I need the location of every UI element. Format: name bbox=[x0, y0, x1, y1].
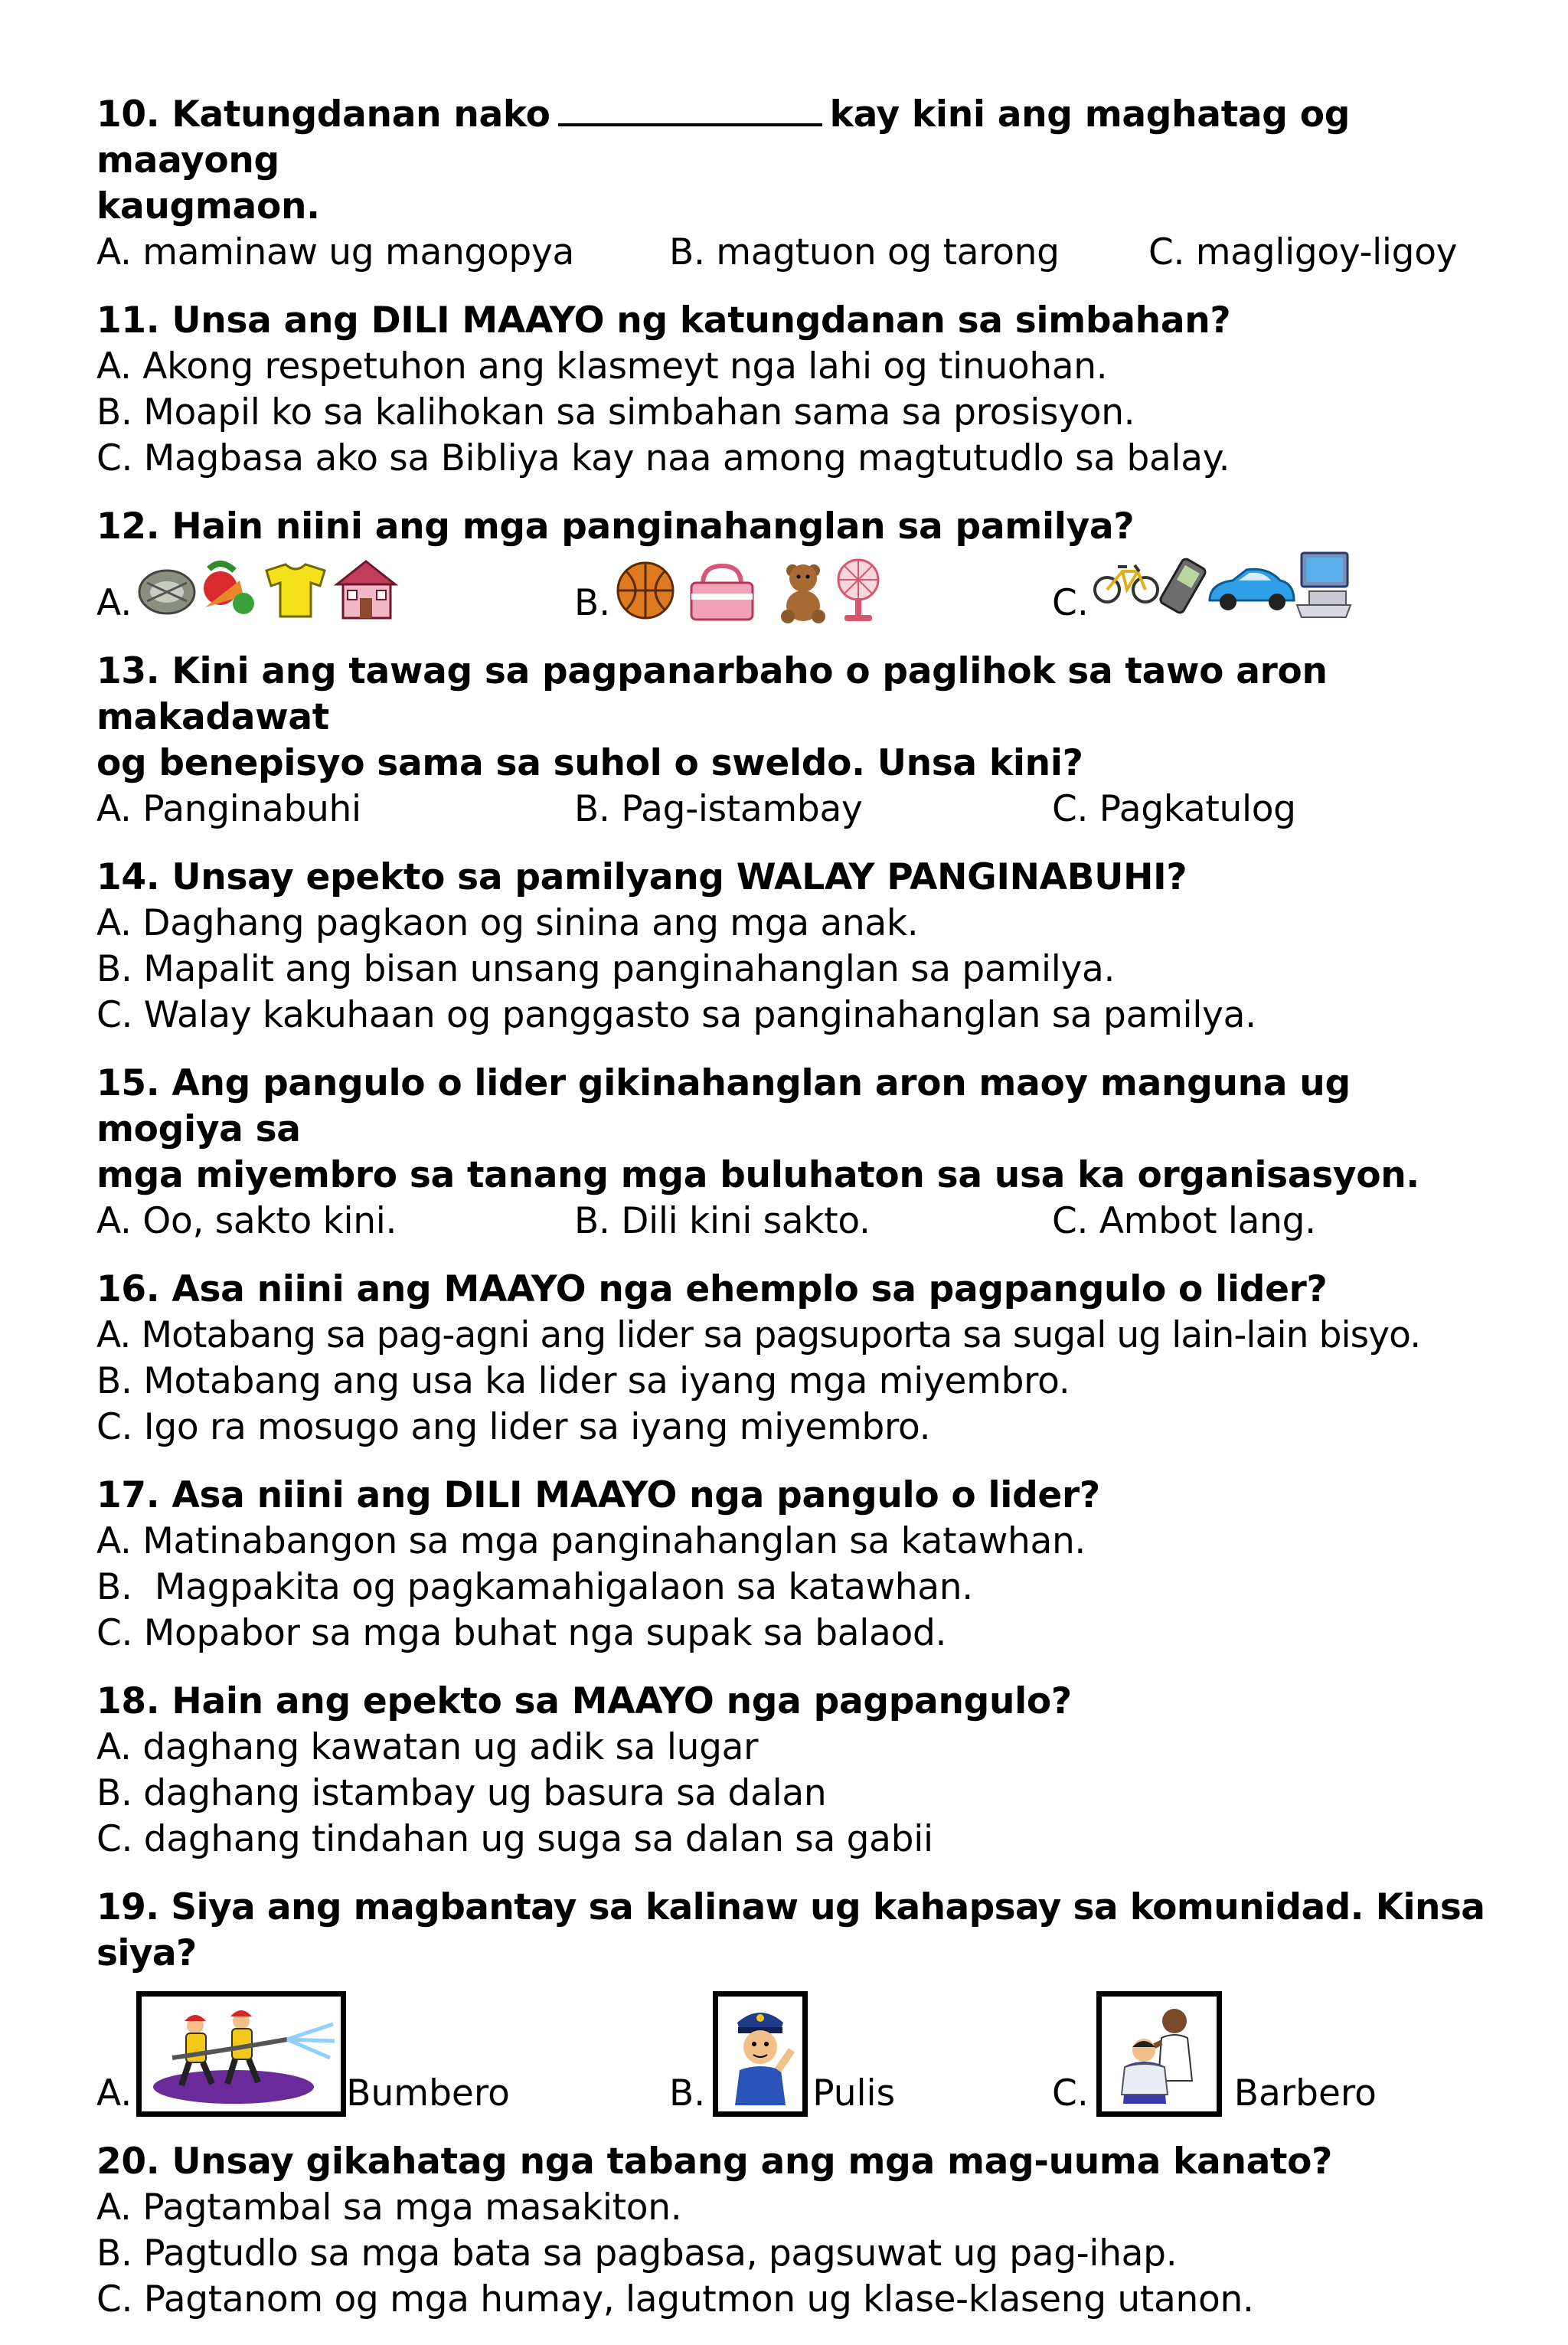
question-12-options bbox=[96, 550, 1491, 626]
question-text: 17. Asa niini ang DILI MAAYO nga pangulo o lider? bbox=[96, 1474, 1100, 1516]
option-c bbox=[1052, 550, 1354, 626]
question-text: 12. Hain niini ang mga panginahanglan sa pamilya? bbox=[96, 505, 1135, 548]
basketball-icon bbox=[618, 563, 673, 618]
option-c: C. Ambot lang. bbox=[1052, 1200, 1316, 1242]
option-b: B. Moapil ko sa kalihokan sa simbahan sama sa prosisyon. bbox=[96, 391, 1135, 433]
option-b bbox=[669, 1991, 1052, 2117]
car-icon bbox=[1210, 569, 1294, 610]
question-10-options bbox=[96, 230, 1491, 276]
option-a: A. Motabang sa pag-agni ang lider sa pagsuporta sa sugal ug lain-lain bisyo. bbox=[96, 1314, 1421, 1356]
option-b-label: Pulis bbox=[812, 2072, 896, 2114]
question-15-options bbox=[96, 1199, 1491, 1244]
question-13 bbox=[96, 649, 1491, 832]
question-text-line-2: mga miyembro sa tanang mga buluhaton sa usa ka organisasyon. bbox=[96, 1154, 1419, 1196]
option-b bbox=[574, 554, 1052, 626]
option-c: C. Walay kakuhaan og panggasto sa panginahanglan sa pamilya. bbox=[96, 994, 1256, 1036]
option-a: A. Panginabuhi bbox=[96, 788, 361, 830]
firefighters-icon bbox=[136, 1991, 346, 2117]
vegetables-icon bbox=[204, 564, 254, 614]
option-letter: C. bbox=[1052, 582, 1089, 624]
option-a-label: Bumbero bbox=[346, 2072, 510, 2114]
option-c: C. Magbasa ako sa Bibliya kay naa among magtutudlo sa balay. bbox=[96, 437, 1230, 479]
question-10-end: kay kini ang maghatag og maayong bbox=[96, 93, 1351, 182]
question-18 bbox=[96, 1679, 1491, 1863]
option-b: B. Mapalit ang bisan unsang panginahanglan sa pamilya. bbox=[96, 948, 1116, 990]
option-b: B. magtuon og tarong bbox=[669, 231, 1060, 273]
option-c bbox=[1052, 1991, 1377, 2117]
option-c: C. Pagkatulog bbox=[1052, 788, 1296, 830]
question-12 bbox=[96, 504, 1491, 626]
question-19-options bbox=[96, 1983, 1491, 2117]
question-text: 18. Hain ang epekto sa MAAYO nga pagpangulo? bbox=[96, 1680, 1072, 1722]
option-letter: B. bbox=[574, 582, 611, 624]
question-text-line-1: 15. Ang pangulo o lider gikinahanglan aron maoy manguna ug mogiya sa bbox=[96, 1062, 1351, 1150]
option-c: C. Pagtanom og mga humay, lagutmon ug klase-klaseng utanon. bbox=[96, 2278, 1254, 2320]
question-text: 14. Unsay epekto sa pamilyang WALAY PANGINABUHI? bbox=[96, 856, 1187, 898]
option-a: A. Pagtambal sa mga masakiton. bbox=[96, 2186, 682, 2229]
question-20 bbox=[96, 2139, 1491, 2323]
computer-icon bbox=[1297, 553, 1351, 617]
house-icon bbox=[337, 561, 395, 618]
option-b: B. Pagtudlo sa mga bata sa pagbasa, pagsuwat ug pag-ihap. bbox=[96, 2232, 1178, 2275]
option-b: B. daghang istambay ug basura sa dalan bbox=[96, 1772, 827, 1814]
option-a bbox=[96, 1991, 669, 2117]
police-officer-icon bbox=[713, 1991, 808, 2117]
question-16 bbox=[96, 1267, 1491, 1450]
option-c: C. Igo ra mosugo ang lider sa iyang miyembro. bbox=[96, 1406, 931, 1448]
shirt-icon bbox=[266, 564, 325, 617]
option-c: C. magligoy-ligoy bbox=[1148, 231, 1458, 273]
option-a: A. maminaw ug mangopya bbox=[96, 231, 574, 273]
option-c-icons bbox=[1093, 550, 1354, 626]
option-b: B. Pag-istambay bbox=[574, 788, 863, 830]
question-15 bbox=[96, 1061, 1491, 1244]
option-c-label: Barbero bbox=[1233, 2072, 1377, 2114]
question-text: 20. Unsay gikahatag nga tabang ang mga mag-uuma kanato? bbox=[96, 2141, 1333, 2183]
question-text-line-2: og benepisyo sama sa suhol o sweldo. Unsa kini? bbox=[96, 742, 1083, 784]
electric-fan-icon bbox=[838, 560, 878, 621]
option-a bbox=[96, 554, 574, 626]
option-letter: A. bbox=[96, 582, 132, 624]
option-a: A. Oo, sakto kini. bbox=[96, 1200, 397, 1242]
option-a: A. Matinabangon sa mga panginahanglan sa katawhan. bbox=[96, 1520, 1086, 1562]
bicycle-icon bbox=[1095, 565, 1158, 602]
teddy-bear-icon bbox=[781, 564, 825, 623]
option-a: A. Akong respetuhon ang klasmeyt nga lahi og tinuohan. bbox=[96, 345, 1108, 388]
answer-blank bbox=[558, 93, 822, 126]
option-c: C. daghang tindahan ug suga sa dalan sa gabii bbox=[96, 1818, 933, 1860]
handbag-icon bbox=[691, 566, 753, 620]
option-a: A. Daghang pagkaon og sinina ang mga anak. bbox=[96, 902, 919, 944]
question-text: 11. Unsa ang DILI MAAYO ng katungdanan sa simbahan? bbox=[96, 299, 1231, 342]
question-10-start: 10. Katungdanan nako bbox=[96, 93, 550, 136]
option-a: A. daghang kawatan ug adik sa lugar bbox=[96, 1726, 759, 1768]
option-letter: C. bbox=[1052, 2072, 1089, 2114]
question-text: 19. Siya ang magbantay sa kalinaw ug kahapsay sa komunidad. Kinsa siya? bbox=[96, 1886, 1485, 1974]
question-11 bbox=[96, 298, 1491, 482]
option-letter: A. bbox=[96, 2072, 132, 2114]
quiz-page bbox=[96, 92, 1491, 2345]
option-b-icons bbox=[615, 554, 890, 626]
option-a-icons bbox=[136, 554, 404, 626]
fish-icon bbox=[139, 571, 194, 613]
question-10 bbox=[96, 92, 1491, 276]
question-text: 16. Asa niini ang MAAYO nga ehemplo sa pagpangulo o lider? bbox=[96, 1268, 1328, 1310]
question-19 bbox=[96, 1885, 1491, 2117]
option-b: B. Magpakita og pagkamahigalaon sa katawhan. bbox=[96, 1566, 973, 1608]
question-10-continuation: kaugmaon. bbox=[96, 185, 320, 227]
question-text-line-1: 13. Kini ang tawag sa pagpanarbaho o paglihok sa tawo aron makadawat bbox=[96, 650, 1328, 738]
cellphone-icon bbox=[1159, 558, 1207, 614]
option-letter: B. bbox=[669, 2072, 706, 2114]
barber-icon bbox=[1096, 1991, 1222, 2117]
question-13-options bbox=[96, 787, 1491, 832]
question-14 bbox=[96, 855, 1491, 1038]
option-c: C. Mopabor sa mga buhat nga supak sa balaod. bbox=[96, 1612, 947, 1654]
option-b: B. Dili kini sakto. bbox=[574, 1200, 871, 1242]
question-17 bbox=[96, 1473, 1491, 1657]
option-b: B. Motabang ang usa ka lider sa iyang mga miyembro. bbox=[96, 1360, 1070, 1402]
